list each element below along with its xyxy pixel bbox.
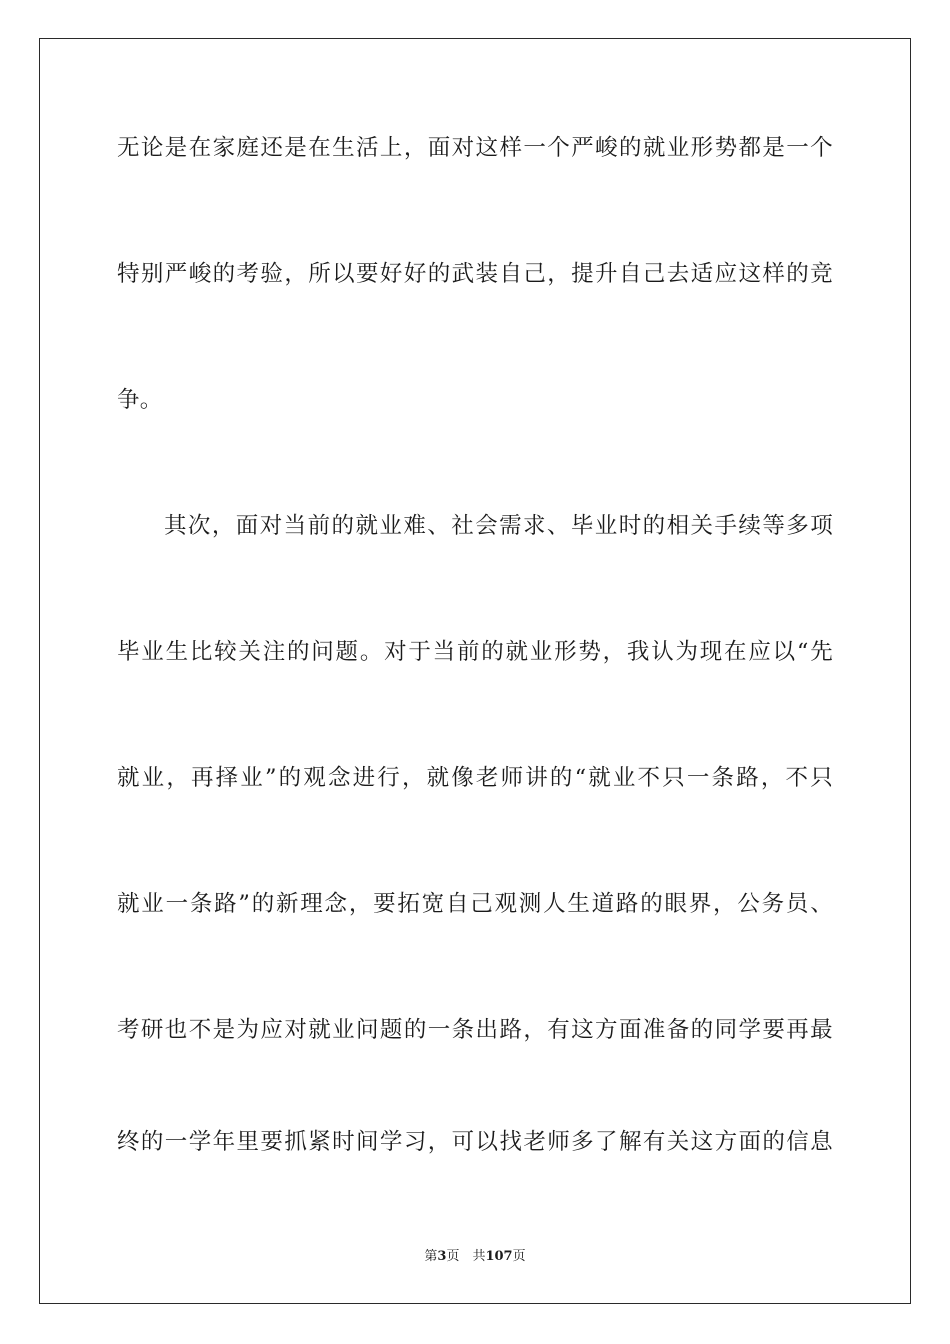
text-line-6: 就业，再择业”的观念进行，就像老师讲的“就业不只一条路，不只 bbox=[117, 765, 833, 791]
footer-suffix: 页 bbox=[512, 1249, 526, 1264]
page-border bbox=[39, 38, 911, 1304]
footer-prefix: 第 bbox=[424, 1249, 438, 1264]
text-line-7: 就业一条路”的新理念，要拓宽自己观测人生道路的眼界，公务员、 bbox=[117, 891, 833, 917]
footer-total-pages: 107 bbox=[485, 1249, 513, 1264]
text-line-3: 争。 bbox=[117, 387, 163, 413]
text-line-2: 特别严峻的考验，所以要好好的武装自己，提升自己去适应这样的竞 bbox=[117, 261, 833, 287]
footer-page-number: 3 bbox=[437, 1249, 447, 1264]
text-line-5: 毕业生比较关注的问题。对于当前的就业形势，我认为现在应以“先 bbox=[117, 639, 833, 665]
footer-middle: 页 共 bbox=[446, 1249, 486, 1264]
text-line-1: 无论是在家庭还是在生活上，面对这样一个严峻的就业形势都是一个 bbox=[117, 135, 833, 161]
text-line-4: 其次，面对当前的就业难、社会需求、毕业时的相关手续等多项 bbox=[164, 513, 833, 539]
text-line-8: 考研也不是为应对就业问题的一条出路，有这方面准备的同学要再最 bbox=[117, 1017, 833, 1043]
text-line-9: 终的一学年里要抓紧时间学习，可以找老师多了解有关这方面的信息 bbox=[117, 1129, 833, 1155]
page-footer bbox=[0, 1248, 950, 1266]
